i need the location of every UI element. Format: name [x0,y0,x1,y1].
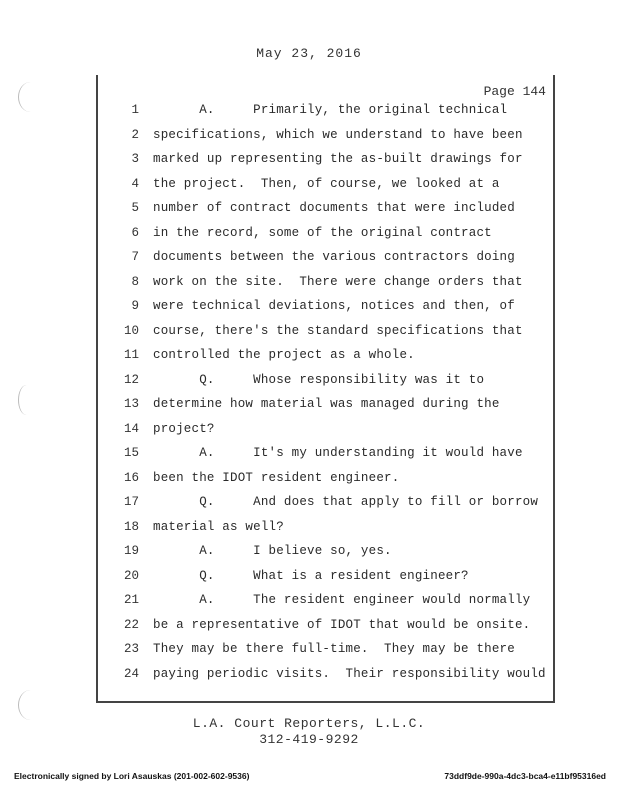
transcript-line [0,101,618,125]
line-number: 3 [131,152,139,166]
line-text: A. Primarily, the original technical [153,103,508,117]
line-text: be a representative of IDOT that would be onsite. [153,617,531,632]
line-text: documents between the various contractors doing [153,250,515,264]
line-text: determine how material was managed during the [153,397,500,411]
line-number: 13 [123,397,139,411]
transcript-line [0,493,618,517]
line-number: 7 [131,250,139,264]
line-text: the project. Then, of course, we looked at a [153,176,500,191]
line-text: Q. And does that apply to fill or borrow [153,495,539,509]
line-number: 22 [123,617,139,632]
transcript-date: May 23, 2016 [256,46,362,61]
line-text: controlled the project as a whole. [153,348,415,362]
transcript-line [0,126,618,150]
line-number: 23 [123,642,139,656]
transcript-line [0,346,618,370]
line-number: 16 [123,470,139,485]
transcript-line [0,420,618,444]
line-number: 1 [131,103,139,117]
line-text: A. The resident engineer would normally [153,593,531,607]
line-text: Q. What is a resident engineer? [153,568,469,583]
line-text: marked up representing the as-built drawings for [153,152,523,166]
electronic-signature: Electronically signed by Lori Asauskas (201-002-602-9536) [14,771,250,781]
transcript-line [0,640,618,664]
line-text: specifications, which we understand to have been [153,127,523,142]
line-number: 15 [123,446,139,460]
page-number: Page 144 [483,84,546,99]
line-number: 11 [123,348,139,362]
line-number: 4 [131,176,139,191]
transcript-line [0,567,618,591]
line-text: They may be there full-time. They may be there [153,642,515,656]
transcript-line [0,322,618,346]
transcript-line [0,273,618,297]
reporter-footer [0,716,618,748]
transcript-line [0,199,618,223]
transcript-line [0,175,618,199]
transcript-line [0,395,618,419]
line-number: 17 [123,495,139,509]
transcript-line [0,665,618,689]
line-text: been the IDOT resident engineer. [153,470,400,485]
line-text: A. I believe so, yes. [153,544,392,558]
line-number: 21 [123,593,139,607]
line-text: were technical deviations, notices and then, of [153,299,515,313]
line-number: 6 [131,225,139,240]
line-number: 18 [123,519,139,534]
line-text: number of contract documents that were included [153,201,515,215]
line-text: course, there's the standard specifications that [153,323,523,338]
line-text: paying periodic visits. Their responsibility would [153,666,546,681]
line-number: 12 [123,372,139,387]
line-number: 19 [123,544,139,558]
transcript-line [0,542,618,566]
line-text: Q. Whose responsibility was it to [153,372,485,387]
line-text: A. It's my understanding it would have [153,446,523,460]
line-number: 5 [131,201,139,215]
document-hash: 73ddf9de-990a-4dc3-bca4-e11bf95316ed [444,771,606,781]
transcript-line [0,297,618,321]
transcript-line [0,371,618,395]
transcript-line [0,469,618,493]
line-text: project? [153,421,215,436]
line-number: 20 [123,568,139,583]
transcript-line [0,444,618,468]
transcript-line [0,616,618,640]
line-number: 14 [123,421,139,436]
line-text: work on the site. There were change orders that [153,274,523,289]
line-text: material as well? [153,519,284,534]
line-number: 2 [131,127,139,142]
line-number: 8 [131,274,139,289]
line-text: in the record, some of the original contract [153,225,492,240]
reporter-phone: 312-419-9292 [259,732,359,747]
reporter-company: L.A. Court Reporters, L.L.C. [192,716,426,731]
line-number: 9 [131,299,139,313]
line-number: 24 [123,666,139,681]
transcript-line [0,248,618,272]
transcript-line [0,591,618,615]
line-number: 10 [123,323,139,338]
transcript-line [0,150,618,174]
transcript-line [0,518,618,542]
transcript-line [0,224,618,248]
